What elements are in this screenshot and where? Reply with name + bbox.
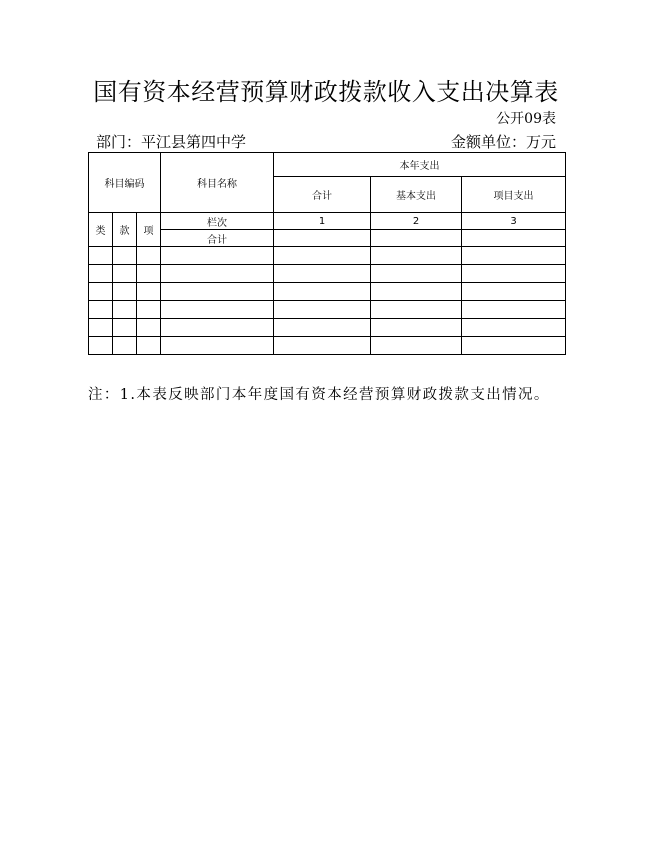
table-cell <box>137 301 161 319</box>
column-number-row <box>89 213 566 230</box>
table-cell <box>462 247 566 265</box>
table-cell <box>89 283 113 301</box>
table-cell <box>274 337 371 355</box>
table-cell <box>89 337 113 355</box>
table-cell <box>371 301 462 319</box>
annual-expense-header: 本年支出 <box>274 153 566 177</box>
table-cell <box>274 301 371 319</box>
column-label: 栏次 <box>161 213 274 230</box>
table-cell <box>462 319 566 337</box>
column-number: 3 <box>462 213 566 230</box>
table-row <box>89 265 566 283</box>
table-cell <box>371 283 462 301</box>
table-cell <box>113 301 137 319</box>
table-cell <box>161 319 274 337</box>
table-cell <box>161 283 274 301</box>
table-cell <box>113 265 137 283</box>
table-cell <box>113 247 137 265</box>
subject-code-header: 科目编码 <box>89 153 161 213</box>
table-cell <box>137 247 161 265</box>
table-cell <box>462 230 566 247</box>
form-number: 公开09表 <box>496 111 556 127</box>
total-row <box>89 230 566 247</box>
table-cell <box>274 230 371 247</box>
table-cell <box>161 337 274 355</box>
table-row <box>89 247 566 265</box>
table-cell <box>89 301 113 319</box>
department-label: 部门：平江县第四中学 <box>96 133 247 151</box>
footnote: 注：1.本表反映部门本年度国有资本经营预算财政拨款支出情况。 <box>88 387 550 403</box>
table-cell <box>89 319 113 337</box>
table-cell <box>113 337 137 355</box>
table-cell <box>371 230 462 247</box>
table-row <box>89 301 566 319</box>
table-cell <box>462 301 566 319</box>
table-cell <box>462 283 566 301</box>
table-row <box>89 319 566 337</box>
table-cell <box>137 337 161 355</box>
table-cell <box>89 247 113 265</box>
table-cell <box>161 301 274 319</box>
table-cell <box>89 265 113 283</box>
table-cell <box>113 283 137 301</box>
project-expense-header: 项目支出 <box>462 177 566 213</box>
section-header: 款 <box>113 213 137 247</box>
table-row <box>89 283 566 301</box>
column-number: 2 <box>371 213 462 230</box>
table-cell <box>161 265 274 283</box>
table-cell <box>113 319 137 337</box>
table-cell <box>462 337 566 355</box>
table-cell <box>371 265 462 283</box>
table-cell <box>137 283 161 301</box>
table-header-row <box>89 153 566 177</box>
table-cell <box>274 319 371 337</box>
column-number: 1 <box>274 213 371 230</box>
table-cell <box>274 265 371 283</box>
table-cell <box>371 319 462 337</box>
table-cell <box>371 337 462 355</box>
table-cell <box>274 247 371 265</box>
subject-name-header: 科目名称 <box>161 153 274 213</box>
table-cell <box>274 283 371 301</box>
table-row <box>89 337 566 355</box>
table-cell <box>161 247 274 265</box>
total-header: 合计 <box>274 177 371 213</box>
item-header: 项 <box>137 213 161 247</box>
table-cell <box>137 265 161 283</box>
table-cell <box>462 265 566 283</box>
amount-unit-label: 金额单位：万元 <box>450 133 556 151</box>
table-cell <box>371 247 462 265</box>
table-cell <box>137 319 161 337</box>
total-row-label: 合计 <box>161 230 274 247</box>
basic-expense-header: 基本支出 <box>371 177 462 213</box>
budget-table <box>88 152 566 355</box>
category-header: 类 <box>89 213 113 247</box>
page-title: 国有资本经营预算财政拨款收入支出决算表 <box>93 78 559 106</box>
